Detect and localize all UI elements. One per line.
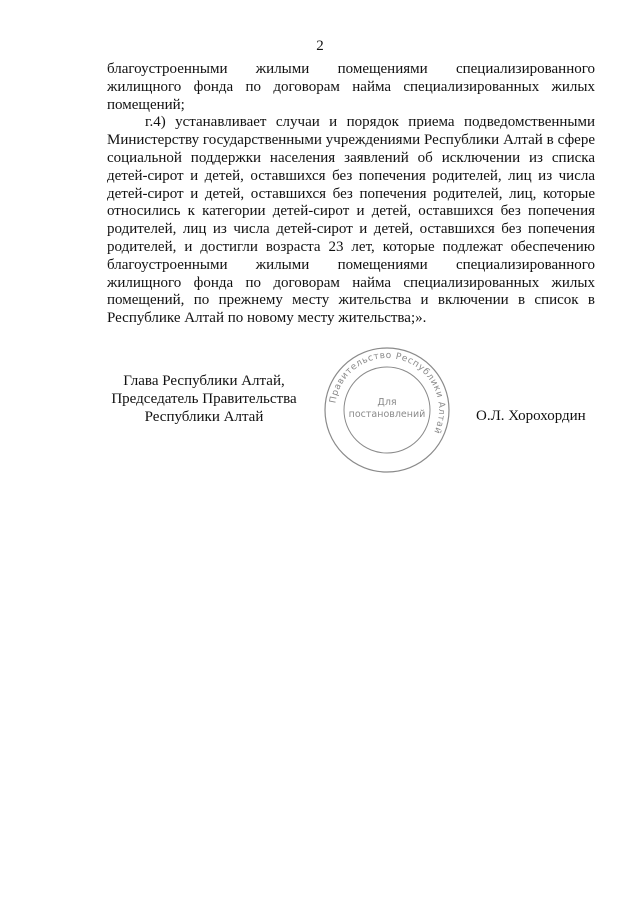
- signer-position-line: Председатель Правительства: [111, 391, 297, 407]
- signer-position-line: Глава Республики Алтай,: [123, 373, 285, 389]
- paragraph-item-g4: г.4) устанавливает случаи и порядок приема подведомственными Министерству государственными учреждениями Республики Алтай в сфере социальной поддержки населения заявлений об исключении из списка детей-сирот и детей, оставшихся без попечения родителей, лиц из числа детей-сирот и детей, оставшихся без попечения родителей, лиц, которые относились к категории детей-сирот и детей, оставшихся без попечения родителей, лиц из числа детей-сирот и детей, оставшихся без попечения родителей, и достигли возраста 23 лет, которые подлежат обеспечению благоустроенными жилыми помещениями специализированного жилищного фонда по договорам найма специализированных жилых помещений, по прежнему месту жительства и включении в список в Республике Алтай по новому месту жительства;».: [107, 114, 595, 327]
- seal-center-text: постановлений: [348, 409, 426, 420]
- signer-position-line: Республики Алтай: [144, 409, 264, 425]
- seal-ring-text: Правительство Республики Алтай: [328, 350, 447, 436]
- signer-name: О.Л. Хорохордин: [476, 408, 586, 424]
- signer-position: [108, 372, 300, 426]
- paragraph-continuation: благоустроенными жилыми помещениями специализированного жилищного фонда по договорам найма специализированных жилых помещений;: [107, 61, 595, 113]
- document-body: [107, 61, 595, 328]
- official-seal: [322, 345, 452, 475]
- page-number: 2: [316, 38, 324, 54]
- seal-center-text: Для: [377, 397, 397, 408]
